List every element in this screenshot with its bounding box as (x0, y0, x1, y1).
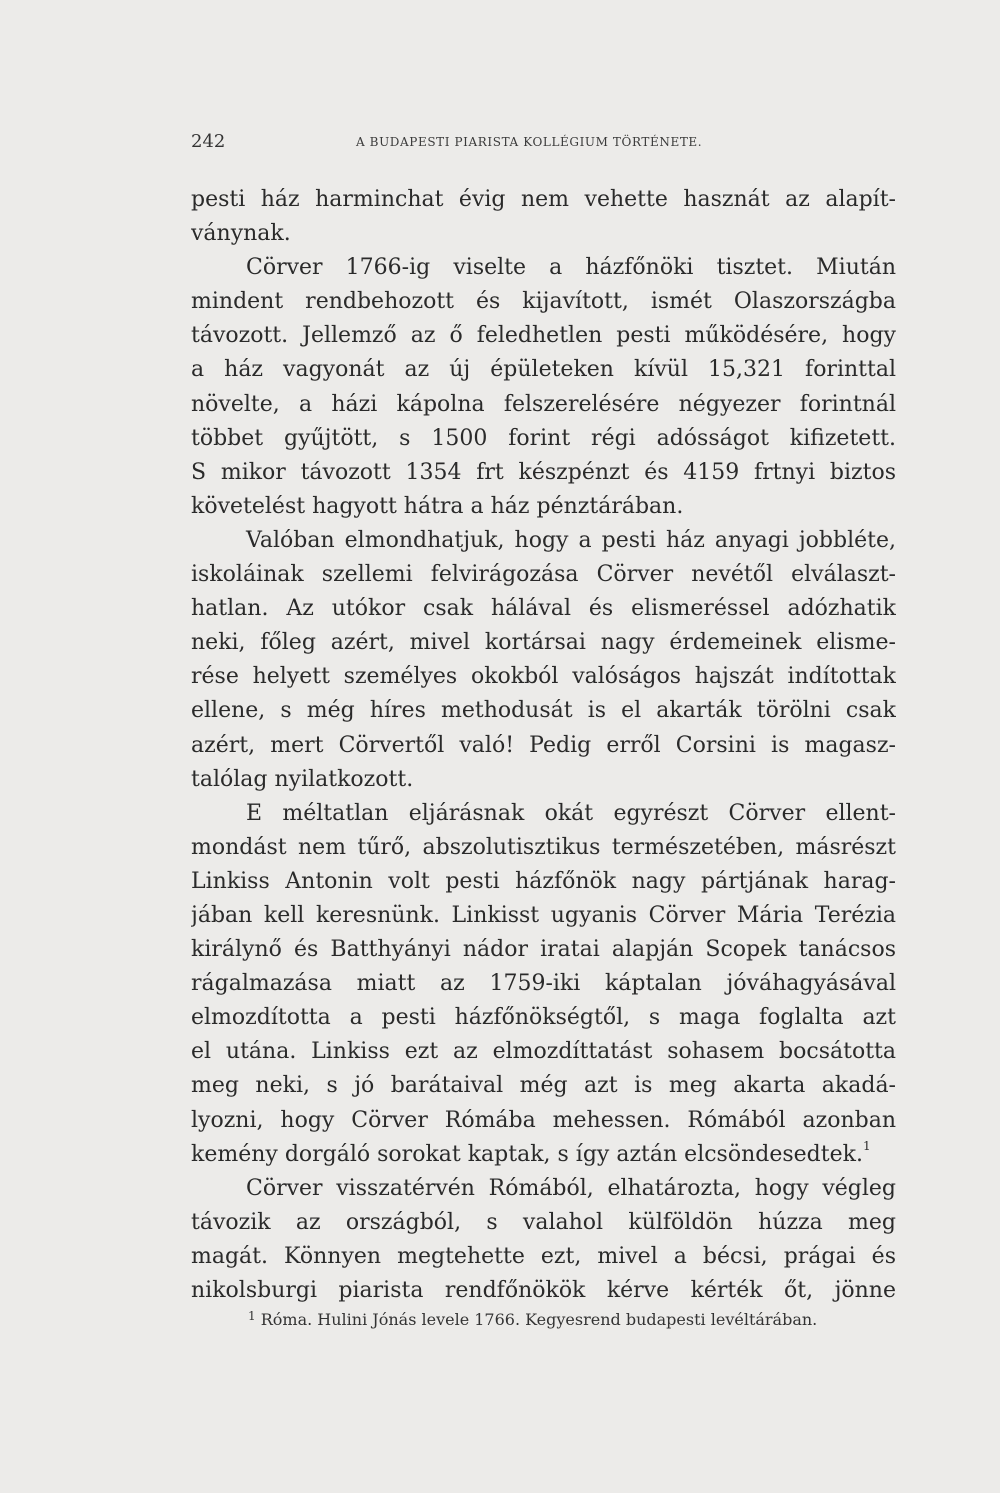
paragraph-start-line: Cörver visszatérvén Rómából, elhatározta, hogy végleg (246, 1175, 896, 1201)
page-number: 242 (191, 131, 226, 152)
text-line: el utána. Linkiss ezt az elmozdíttatást sohasem bocsátotta (191, 1039, 896, 1065)
text-line: Linkiss Antonin volt pesti házfőnök nagy pártjának harag- (191, 868, 896, 894)
text-line: S mikor távozott 1354 frt készpénzt és 4159 frtnyi biztos (191, 459, 896, 485)
page-header (191, 130, 891, 154)
text-line: rése helyett személyes okokból valóságos hajszát indítottak (191, 664, 896, 690)
footnote-text: Róma. Hulini Jónás levele 1766. Kegyesrend budapesti levéltárában. (260, 1310, 818, 1329)
body-text (191, 183, 896, 1308)
footnote-reference[interactable]: 1 (862, 1138, 871, 1153)
text-line: növelte, a házi kápolna felszerelésére négyezer forintnál (191, 391, 896, 417)
text-line: magát. Könnyen megtehette ezt, mivel a bécsi, prágai és (191, 1243, 896, 1269)
running-title: A BUDAPESTI PIARISTA KOLLÉGIUM TÖRTÉNETE. (356, 135, 703, 149)
text-line-content: kemény dorgáló sorokat kaptak, s így aztán elcsöndesedtek. (191, 1141, 863, 1167)
text-line: iskoláinak szellemi felvirágozása Cörver nevétől elválaszt- (191, 562, 896, 588)
text-line: hatlan. Az utókor csak hálával és elismeréssel adózhatik (191, 596, 896, 622)
text-line: mondást nem tűrő, abszolutisztikus természetében, másrészt (191, 834, 896, 860)
paragraph-start-line: Cörver 1766-ig viselte a házfőnöki tisztet. Miután (246, 255, 896, 281)
text-line: azért, mert Cörvertől való! Pedig erről Corsini is magasz- (191, 732, 896, 758)
text-line: követelést hagyott hátra a ház pénztárában. (191, 493, 684, 519)
text-line: talólag nyilatkozott. (191, 766, 414, 792)
text-line: pesti ház harminchat évig nem vehette hasznát az alapít- (191, 187, 896, 212)
text-line: a ház vagyonát az új épületeken kívül 15,321 forinttal (191, 357, 896, 383)
text-line: nikolsburgi piarista rendfőnökök kérve kérték őt, jönne (191, 1278, 896, 1303)
text-line: királynő és Batthyányi nádor iratai alapján Scopek tanácsos (191, 937, 896, 963)
text-line: elmozdította a pesti házfőnökségtől, s maga foglalta azt (191, 1005, 896, 1031)
text-line: távozik az országból, s valahol külföldön húzza meg (191, 1209, 896, 1235)
footnote-marker: 1 (248, 1309, 256, 1323)
text-line: jában kell keresnünk. Linkisst ugyanis Cörver Mária Terézia (191, 902, 896, 928)
text-line-with-footnote (191, 1138, 896, 1172)
text-line: többet gyűjtött, s 1500 forint régi adósságot kifizetett. (191, 425, 896, 451)
text-line: mindent rendbehozott és kijavított, ismét Olaszországba (191, 289, 896, 315)
text-line: ványnak. (191, 221, 291, 247)
text-line: lyozni, hogy Cörver Rómába mehessen. Rómából azonban (191, 1107, 896, 1133)
paragraph-start-line: Valóban elmondhatjuk, hogy a pesti ház anyagi jobbléte, (246, 527, 896, 553)
footnote (248, 1308, 908, 1332)
text-line: neki, főleg azért, mivel kortársai nagy érdemeinek elisme- (191, 630, 896, 656)
text-line: rágalmazása miatt az 1759-iki káptalan jóváhagyásával (191, 971, 896, 997)
text-line: meg neki, s jó barátaival még azt is meg akarta akadá- (191, 1073, 896, 1099)
text-line: ellene, s még híres methodusát is el akarták törölni csak (191, 698, 896, 724)
paragraph-start-line: E méltatlan eljárásnak okát egyrészt Cörver ellent- (246, 800, 896, 826)
text-line: távozott. Jellemző az ő feledhetlen pesti működésére, hogy (191, 323, 896, 349)
